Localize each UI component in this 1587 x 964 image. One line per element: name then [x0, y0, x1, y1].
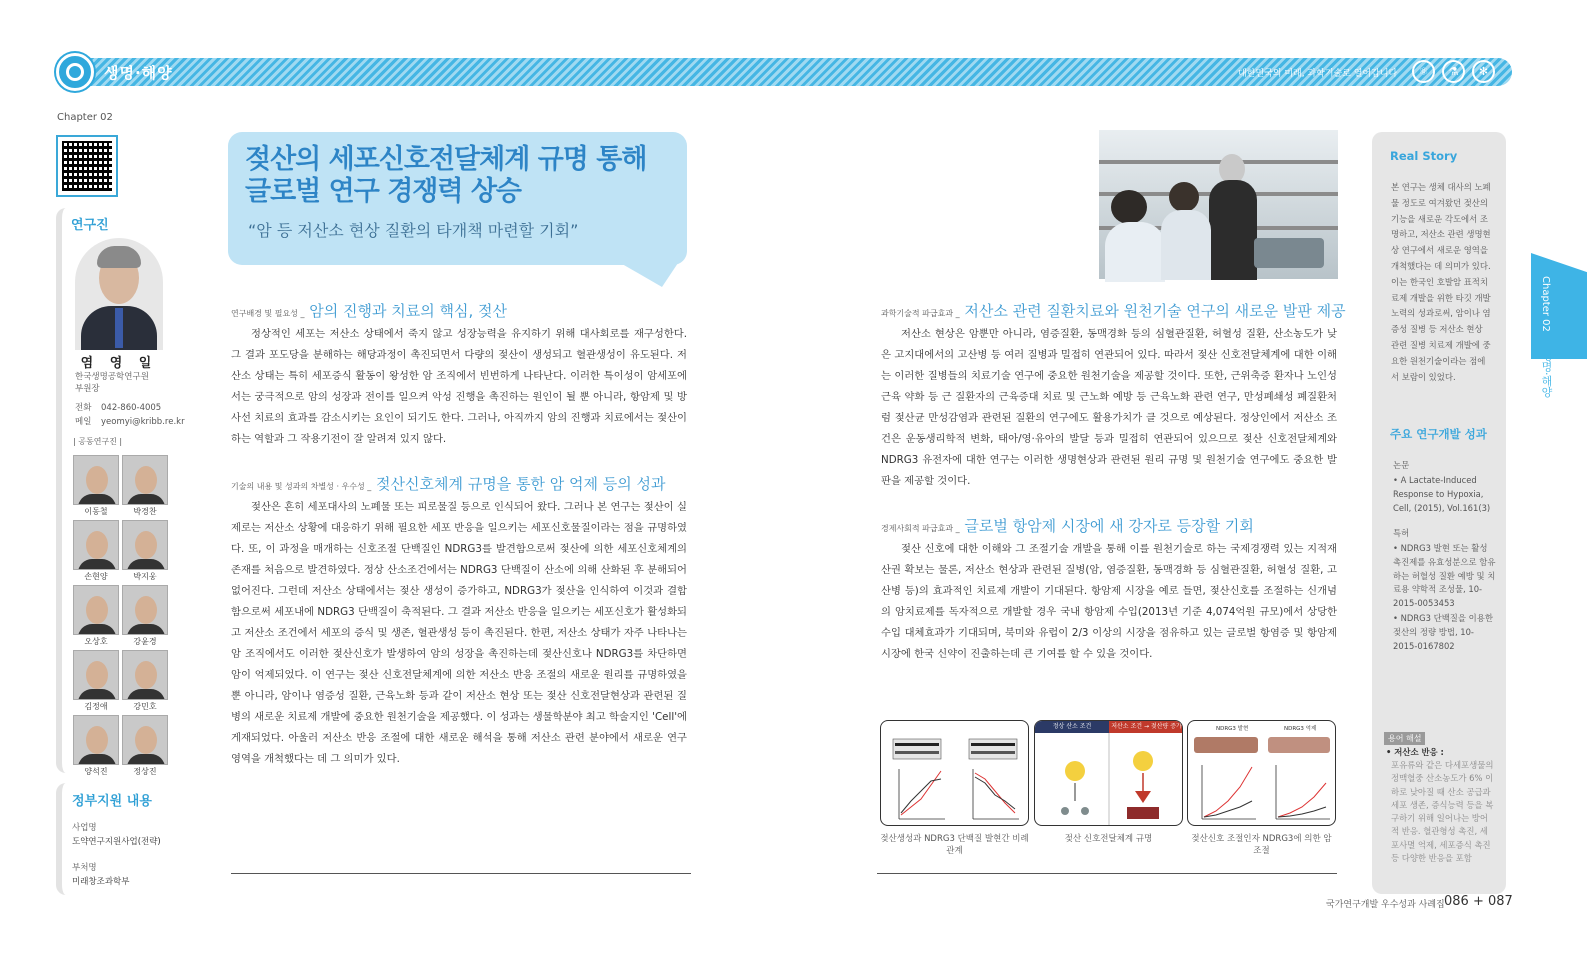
paper-label: 논문 [1393, 460, 1410, 470]
lead-researcher-photo [75, 238, 163, 350]
co-researcher-name: 강민호 [133, 702, 157, 711]
section-heading [231, 473, 665, 494]
real-story-text: 본 연구는 생체 대사의 노폐물 정도로 여겨왔던 젖산의 기능을 새로운 각도에서 조명하고, 저산소 관련 생명현상 연구에서 새로운 영역을 개척했다는 데 의미가 있다. 이는 한국인 호발암 표적치료제 개발을 위한 타깃 개발 노력의 성과로써, 암이나 염증성 질병 등 저산소 현상 관련 질병 치료제 개발에 중요한 원천기술이라는 점에서 보람이 있었다. [1391, 182, 1491, 382]
co-researcher-photo [73, 585, 119, 635]
co-researcher-photo [122, 715, 168, 765]
researcher-position: 부원장 [75, 384, 100, 394]
section-logo-icon [56, 53, 94, 91]
section-title: 암의 진행과 치료의 핵심, 젖산 [309, 302, 507, 320]
patent-entry: • NDRG3 발현 또는 활성 촉진제를 유효성분으로 함유하는 허혈성 질환 예방 및 치료용 약학적 조성물, 10-2015-0053453 [1393, 543, 1496, 609]
banner-slogan: 대한민국의 미래, 과학기술로 열어갑니다 [1238, 69, 1398, 79]
section-heading [881, 515, 1254, 536]
glossary-definition: 포유류와 같은 다세포생물의 정맥혈중 산소농도가 6% 이하로 낮아질 때 산소 공급과 세포 생존, 증식능력 등을 복구하기 위해 일어나는 방어적 반응. 혈관형성 촉진, 세포사멸 억제, 세포증식 촉진 등 다양한 반응을 포함 [1391, 760, 1494, 864]
co-researcher-name: 오상호 [84, 637, 108, 646]
figure-lactate-ndrg3 [880, 720, 1029, 826]
co-researcher-name: 김정애 [84, 702, 108, 711]
glossary-term: • 저산소 반응 : [1386, 747, 1444, 757]
results-heading: 주요 연구개발 성과 [1390, 427, 1487, 441]
science-icon: ⚛ [1412, 60, 1435, 83]
glossary-badge: 용어 해설 [1384, 732, 1425, 745]
government-support-heading: 정부지원 내용 [72, 794, 152, 809]
co-researcher-name: 정상진 [133, 767, 157, 776]
co-researcher-name: 양석진 [84, 767, 108, 776]
section-heading [881, 300, 1346, 321]
lead-researcher-name: 염 영 일 [80, 356, 158, 371]
researcher-org: 한국생명공학연구원 [75, 372, 149, 382]
figure-caption: 젖산생성과 NDRG3 단백질 발현간 비례관계 [880, 834, 1029, 856]
real-story-heading: Real Story [1390, 149, 1458, 163]
chapter-tab-section: 생명·해양 [1540, 350, 1553, 398]
figure-label: NDRG3 발현 [1216, 726, 1249, 732]
co-researcher-photo [73, 455, 119, 505]
co-researcher-photo [122, 455, 168, 505]
figure-caption: 젖산신호 조절인자 NDRG3에 의한 암 조절 [1191, 834, 1332, 856]
section-title: 글로벌 항암제 시장에 새 강자로 등장할 기회 [964, 517, 1254, 535]
co-researcher-name: 손현양 [84, 572, 108, 581]
co-researcher-photo [122, 585, 168, 635]
figure-label: NDRG3 억제 [1284, 726, 1317, 732]
title-box-tail [610, 257, 682, 287]
co-researcher-heading: | 공동연구진 | [73, 437, 123, 446]
section-title: 생명·해양 [104, 64, 173, 82]
chapter-label: Chapter 02 [57, 112, 113, 123]
co-researcher-name: 박경찬 [133, 507, 157, 516]
co-researcher-name: 이동철 [84, 507, 108, 516]
article-subtitle: “암 등 저산소 현상 질환의 타개책 마련할 기회” [248, 221, 579, 240]
section-label: 기술의 내용 및 성과의 차별성 · 우수성 _ [231, 482, 372, 491]
section-title: 젖산신호체계 규명을 통한 암 억제 등의 성과 [376, 475, 666, 493]
patent-entry: • NDRG3 단백질을 이용한 젖산의 정량 방법, 10-2015-0167802 [1393, 613, 1493, 651]
footer-book-title: 국가연구개발 우수성과 사례집 [1326, 900, 1445, 910]
co-researcher-name: 강윤경 [133, 637, 157, 646]
ministry-label: 부처명 [72, 863, 97, 873]
co-researcher-photo [73, 520, 119, 570]
chapter-tab-label: Chapter 02 [1540, 276, 1551, 332]
article-title-line2: 글로벌 연구 경쟁력 상승 [245, 176, 522, 207]
figure-lactate-signaling [1034, 720, 1183, 826]
figure-panel-heading: 저산소 조건 → 젖산량 증가 [1109, 721, 1183, 733]
page-numbers: 086 + 087 [1444, 894, 1513, 909]
co-researcher-name: 박지웅 [133, 572, 157, 581]
article-title-line1: 젖산의 세포신호전달체계 규명 통해 [245, 144, 647, 175]
ministry-value: 미래창조과학부 [72, 877, 130, 887]
divider [231, 873, 691, 874]
email-label: 메일 [75, 417, 92, 427]
qr-code[interactable] [56, 135, 118, 197]
project-value: 도약연구지원사업(전략) [72, 837, 161, 847]
researcher-heading: 연구진 [71, 218, 109, 233]
phone-label: 전화 [75, 403, 92, 413]
section-label: 과학기술적 파급효과 _ [881, 309, 960, 318]
section-body: 저산소 현상은 암뿐만 아니라, 염증질환, 동맥경화 등의 심혈관질환, 허혈성 질환, 산소농도가 낮은 고지대에서의 고산병 등 여러 질병과 밀접히 연관되어 있다. 따라서 젖산 신호전달체계에 대한 이해는 이러한 질병들의 치료기술 연구에 중요한 원천기술을 제공할 것이다. 또한, 근위축증 환자나 노인성 근육 약화 등 근 질환자의 근육증대 치료 및 근노화 예방 등 근육노화 관련 연구, 만성폐쇄성 폐질환처럼 젖산균 만성감염과 관련된 질환의 연구에도 활용가치가 클 것으로 예상된다. 정상인에서 저산소 조건은 운동생리학적 변화, 태아/영·유아의 발달 등과 밀접히 연관되어 있으므로 젖산 신호전달체계와 NDRG3 유전자에 대한 연구는 이러한 생명현상과 관련된 원리 규명 및 원천기술 연구에도 중요한 발판을 제공할 것이다. [881, 328, 1337, 487]
lab-photo [1099, 130, 1338, 279]
section-body: 젖산 신호에 대한 이해와 그 조절기술 개발을 통해 이를 원천기술로 하는 국제경쟁력 있는 지적재산권 확보는 물론, 저산소 현상과 관련된 질병(암, 염증질환, 동맥경화 등 심혈관질환, 허혈성 질환, 고산병 등)의 효과적인 치료제 개발이 기대된다. 항암제 시장을 예로 들면, 젖산신호를 조절하는 신개념의 암치료제를 독자적으로 개발할 경우 국내 항암제 수입(2013년 기준 4,074억원 규모)에서 상당한 수입 대체효과가 기대되며, 북미와 유럽이 2/3 이상의 시장을 점유하고 있는 글로벌 항염증 및 항암제 시장에 한국 신약이 진출하는데 큰 기여를 할 수 있을 것이다. [881, 543, 1337, 660]
figure-ndrg3-tumor [1187, 720, 1336, 826]
section-body: 젖산은 흔히 세포대사의 노폐물 또는 피로물질 등으로 인식되어 왔다. 그러나 본 연구는 젖산이 실제로는 저산소 상황에 대응하기 위해 필요한 세포 반응을 일으키는 세포신호물질이라는 점을 규명하였다. 또, 이 과정을 매개하는 신호조절 단백질인 NDRG3를 발견함으로써 젖산에 의한 세포신호체계의 존재를 처음으로 발견하였다. 정상 산소조건에서는 NDRG3 단백질이 산소에 의해 산화된 후 분해되어 없어진다. 그런데 저산소 상태에서는 젖산 생성이 증가하고, NDRG3가 젖산을 인식하여 이것과 결합함으로써 세포내에 NDRG3 단백질이 축적된다. 그 결과 저산소 반응을 일으키는 세포신호가 활성화되고 저산소 조건에서 세포의 증식 및 생존, 혈관생성 등이 촉진된다. 한편, 저산소 상태가 자주 나타나는 암 조직에서도 이러한 젖산신호가 발생하여 암의 성장을 촉진하는데 젖산신호나 NDRG3를 차단하면 암이 억제되었다. 이 연구는 젖산 신호전달체계에 의한 저산소 반응 조절의 새로운 원리를 규명하였을 뿐 아니라, 암이나 염증성 질환, 근육노화 등과 같이 저산소 현상 또는 젖산 신호전달현상과 관련된 질병의 새로운 치료제 개발에 중요한 원천기술을 제공했다. 이 성과는 생물학분야 최고 학술지인 'Cell'에 게재되었다. 아울러 저산소 반응 조절에 대한 새로운 해석을 통해 저산소 관련 분야에서 새로운 연구 영역을 개척했다는 데 그 의미가 있다. [231, 501, 687, 765]
patent-label: 특허 [1393, 528, 1410, 538]
article-title [245, 144, 646, 208]
paper-entry: • A Lactate-Induced Response to Hypoxia, Cell, (2015), Vol.161(3) [1393, 475, 1491, 513]
section-heading [231, 300, 507, 321]
co-researcher-photo [73, 650, 119, 700]
section-title: 저산소 관련 질환치료와 원천기술 연구의 새로운 발판 제공 [964, 302, 1346, 320]
section-label: 경제사회적 파급효과 _ [881, 524, 960, 533]
co-researcher-photo [122, 650, 168, 700]
co-researcher-photo [122, 520, 168, 570]
section-label: 연구배경 및 필요성 _ [231, 309, 305, 318]
section-body: 정상적인 세포는 저산소 상태에서 죽지 않고 성장능력을 유지하기 위해 대사회로를 재구성한다. 그 결과 포도당을 분해하는 해당과정이 촉진되면서 다량의 젖산이 생성되고 혈관생성이 유도된다. 저산소 상태는 특히 세포증식 활동이 왕성한 암 조직에서 빈번하게 나타난다. 이러한 특이성이 암세포에서는 궁극적으로 암의 성장과 전이를 일으켜 악성 진행을 촉진하는 원인이 될 뿐 아니라, 항암제 및 방사선 치료의 효과를 감소시키는 요인이 되기도 한다. 그러나, 아직까지 암의 진행과 치료에서는 젖산이 하는 역할과 그 작용기전이 잘 알려져 있지 않다. [231, 328, 687, 445]
lab-icon: ⚗ [1442, 60, 1465, 83]
network-icon: ✻ [1472, 60, 1495, 83]
figure-caption: 젖산 신호전달체계 규명 [1064, 834, 1153, 844]
co-researcher-photo [73, 715, 119, 765]
phone-value: 042-860-4005 [101, 403, 162, 413]
project-label: 사업명 [72, 823, 97, 833]
divider [877, 873, 1337, 874]
figure-panel-heading: 정상 산소 조건 [1035, 721, 1109, 733]
email-value[interactable]: yeomyi@kribb.re.kr [101, 417, 185, 427]
